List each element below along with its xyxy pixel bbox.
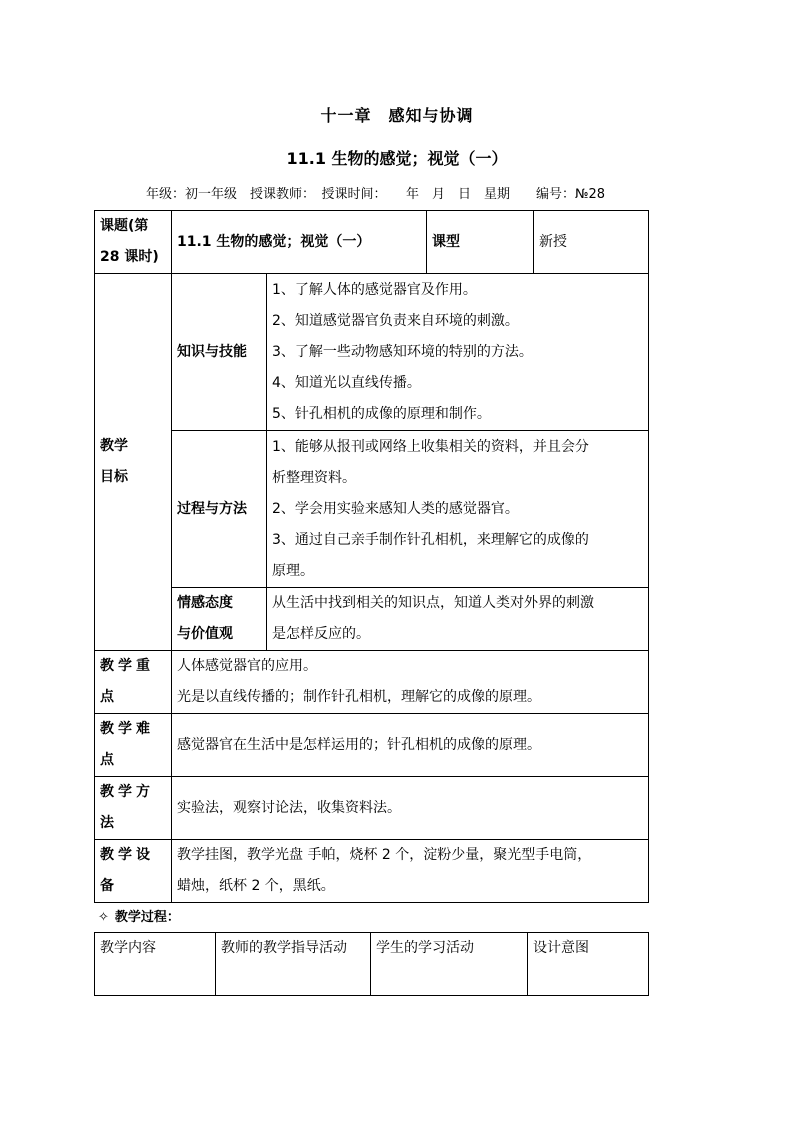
key-point-content-cell (172, 651, 649, 714)
goals-label-line: 教学 (100, 438, 128, 454)
emotion-label-cell (172, 588, 267, 651)
teaching-process-table (94, 932, 649, 996)
equipment-row (95, 840, 649, 903)
type-value-cell: 新授 (534, 211, 649, 274)
process-method-item: 析整理资料。 (272, 469, 356, 486)
equipment-item: 蜡烛，纸杯 2 个，黑纸。 (177, 878, 335, 894)
method-row (95, 777, 649, 840)
diamond-star-icon: ✧ (98, 910, 109, 925)
process-header-content: 教学内容 (95, 933, 216, 996)
emotion-label-line: 情感态度 (177, 595, 233, 611)
knowledge-item: 3、了解一些动物感知环境的特别的方法。 (272, 343, 533, 360)
lesson-plan-table (94, 210, 649, 903)
process-method-item: 原理。 (272, 562, 314, 579)
emotion-content-cell (267, 588, 649, 651)
knowledge-item: 4、知道光以直线传播。 (272, 374, 421, 391)
key-point-item: 人体感觉器官的应用。 (177, 658, 317, 674)
emotion-row (95, 588, 649, 651)
difficulty-row (95, 714, 649, 777)
chapter-title: 十一章 感知与协调 (320, 106, 474, 125)
emotion-label-line: 与价值观 (177, 626, 233, 642)
process-method-content-cell (267, 431, 649, 588)
goals-label-cell (95, 274, 172, 651)
knowledge-item: 5、针孔相机的成像的原理和制作。 (272, 405, 491, 422)
process-header-student: 学生的学习活动 (371, 933, 528, 996)
process-method-row (95, 431, 649, 588)
goals-label-line: 目标 (100, 469, 128, 485)
key-point-label-line: 教学重 (100, 658, 154, 674)
lesson-title: 11.1 生物的感觉；视觉（一） (286, 149, 508, 168)
topic-label-cell (95, 211, 172, 274)
key-point-label-cell (95, 651, 172, 714)
key-point-row (95, 651, 649, 714)
topic-label-line: 28 课时) (100, 249, 159, 265)
difficulty-label-line: 教学难 (100, 721, 154, 737)
method-label-line: 法 (100, 815, 118, 831)
knowledge-item: 1、了解人体的感觉器官及作用。 (272, 281, 477, 298)
topic-row (95, 211, 649, 274)
key-point-label-line: 点 (100, 689, 118, 705)
topic-value-cell: 11.1 生物的感觉；视觉（一） (172, 211, 427, 274)
knowledge-content-cell (267, 274, 649, 431)
key-point-item: 光是以直线传播的；制作针孔相机，理解它的成像的原理。 (177, 689, 541, 705)
method-content-cell: 实验法，观察讨论法，收集资料法。 (172, 777, 649, 840)
process-method-item: 2、学会用实验来感知人类的感觉器官。 (272, 500, 519, 517)
equipment-label-line: 教学设 (100, 847, 154, 863)
difficulty-label-cell (95, 714, 172, 777)
process-header-teacher: 教师的教学指导活动 (216, 933, 371, 996)
process-header-intent: 设计意图 (528, 933, 649, 996)
difficulty-content-cell: 感觉器官在生活中是怎样运用的；针孔相机的成像的原理。 (172, 714, 649, 777)
emotion-item: 是怎样反应的。 (272, 626, 370, 642)
knowledge-item: 2、知道感觉器官负责来自环境的刺激。 (272, 312, 519, 329)
teaching-process-heading (98, 906, 180, 925)
process-method-item: 3、通过自己亲手制作针孔相机，来理解它的成像的 (272, 531, 589, 548)
equipment-item: 教学挂图，教学光盘 手帕，烧杯 2 个，淀粉少量，聚光型手电筒， (177, 847, 592, 863)
method-label-line: 教学方 (100, 784, 154, 800)
difficulty-label-line: 点 (100, 752, 118, 768)
teaching-process-title: 教学过程： (114, 910, 180, 925)
method-label-cell (95, 777, 172, 840)
topic-label-line: 课题(第 (100, 218, 149, 234)
process-header-row (95, 933, 649, 996)
lesson-meta-line: 年级：初一年级 授课教师： 授课时间： 年 月 日 星期 编号：№28 (146, 187, 606, 202)
process-method-item: 1、能够从报刊或网络上收集相关的资料，并且会分 (272, 438, 589, 455)
knowledge-row (95, 274, 649, 431)
equipment-content-cell (172, 840, 649, 903)
emotion-item: 从生活中找到相关的知识点，知道人类对外界的刺激 (272, 595, 594, 611)
equipment-label-cell (95, 840, 172, 903)
equipment-label-line: 备 (100, 878, 118, 894)
type-label-cell: 课型 (427, 211, 534, 274)
process-method-label-cell: 过程与方法 (172, 431, 267, 588)
knowledge-label-cell: 知识与技能 (172, 274, 267, 431)
